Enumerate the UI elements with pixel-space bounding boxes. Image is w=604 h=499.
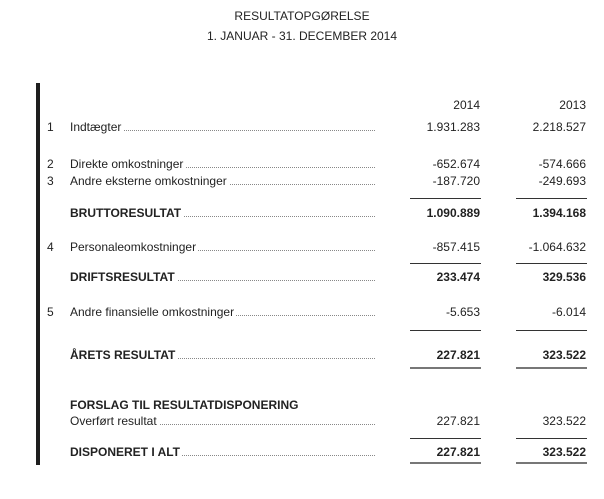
value-2013: -1.064.632 bbox=[528, 240, 586, 254]
value-2013: 323.522 bbox=[542, 445, 586, 459]
proposal-heading bbox=[0, 398, 604, 414]
subtotal-rule bbox=[516, 438, 587, 439]
total-rule bbox=[516, 367, 587, 369]
total-rule bbox=[410, 367, 481, 369]
value-2014: 233.474 bbox=[436, 270, 480, 284]
total-rule bbox=[410, 462, 481, 464]
value-2013: 2.218.527 bbox=[532, 120, 586, 134]
value-2013: -249.693 bbox=[538, 174, 586, 188]
value-2014: 227.821 bbox=[436, 445, 480, 459]
total-rule bbox=[516, 462, 587, 464]
value-2014: 227.821 bbox=[436, 348, 480, 362]
document-title: RESULTATOPGØRELSE bbox=[234, 9, 370, 23]
value-2014: -652.674 bbox=[432, 157, 480, 171]
subtotal-rule bbox=[410, 330, 481, 331]
value-2014: -187.720 bbox=[432, 174, 480, 188]
row-label: ÅRETS RESULTAT bbox=[70, 348, 176, 362]
proposal-heading-text: FORSLAG TIL RESULTATDISPONERING bbox=[70, 398, 299, 412]
note-number: 5 bbox=[47, 305, 54, 319]
subtotal-rule bbox=[410, 263, 481, 264]
note-number: 3 bbox=[47, 174, 54, 188]
value-2013: 329.536 bbox=[542, 270, 586, 284]
note-number: 2 bbox=[47, 157, 54, 171]
table-row-arets-resultat bbox=[0, 348, 604, 364]
subtotal-rule bbox=[410, 198, 481, 199]
value-2014: 227.821 bbox=[436, 414, 480, 428]
value-2013: 323.522 bbox=[542, 414, 586, 428]
value-2014: -857.415 bbox=[432, 240, 480, 254]
column-header-2014: 2014 bbox=[453, 98, 480, 112]
note-number: 4 bbox=[47, 240, 54, 254]
value-2014: 1.931.283 bbox=[426, 120, 480, 134]
row-label: DISPONERET I ALT bbox=[70, 445, 181, 459]
value-2013: 323.522 bbox=[542, 348, 586, 362]
subtotal-rule bbox=[516, 198, 587, 199]
row-label: DRIFTSRESULTAT bbox=[70, 270, 175, 284]
row-label: Indtægter bbox=[70, 120, 122, 134]
value-2013: -6.014 bbox=[551, 305, 586, 319]
row-label: Andre eksterne omkostninger bbox=[70, 174, 227, 188]
row-label: Andre finansielle omkostninger bbox=[70, 305, 235, 319]
subtotal-rule bbox=[410, 438, 481, 439]
row-label: Overført resultat bbox=[70, 414, 157, 428]
table-row-disponeret-i-alt bbox=[0, 445, 604, 461]
table-row-personaleomkostninger bbox=[0, 240, 604, 256]
row-label: Personaleomkostninger bbox=[70, 240, 197, 254]
subtotal-rule bbox=[516, 330, 587, 331]
note-number: 1 bbox=[47, 120, 54, 134]
row-label: BRUTTORESULTAT bbox=[70, 206, 182, 220]
table-row-bruttoresultat bbox=[0, 206, 604, 222]
table-row-direkte-omkostninger bbox=[0, 157, 604, 173]
value-2014: -5.653 bbox=[445, 305, 480, 319]
subtotal-rule bbox=[516, 263, 587, 264]
table-row-andre-eksterne-omkostninger bbox=[0, 174, 604, 190]
document-period: 1. JANUAR - 31. DECEMBER 2014 bbox=[206, 29, 398, 43]
value-2013: 1.394.168 bbox=[532, 206, 586, 220]
table-row-driftsresultat bbox=[0, 270, 604, 286]
row-label: Direkte omkostninger bbox=[70, 157, 184, 171]
value-2014: 1.090.889 bbox=[426, 206, 480, 220]
table-row-overfort-resultat bbox=[0, 414, 604, 430]
table-row-indtaegter bbox=[0, 120, 604, 136]
table-row-andre-finansielle-omkostninger bbox=[0, 305, 604, 321]
value-2013: -574.666 bbox=[538, 157, 586, 171]
column-header-2013: 2013 bbox=[559, 98, 586, 112]
